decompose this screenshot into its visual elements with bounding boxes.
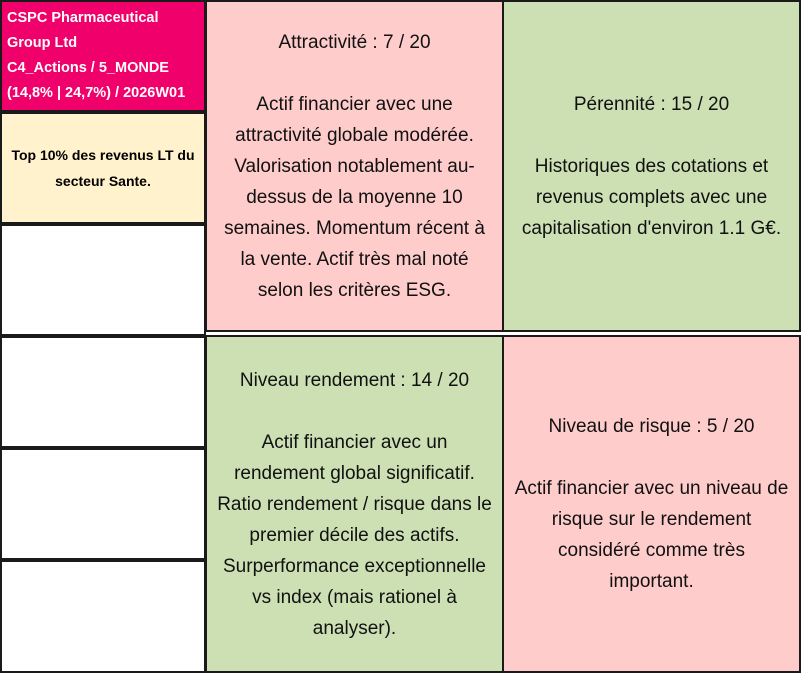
asset-name-line-1: CSPC Pharmaceutical xyxy=(7,10,159,26)
rendement-text: Actif financier avec un rendement global significatif. Ratio rendement / risque dans le premier décile des actifs. Surperformance exceptionnelle vs index (mais rationel à analyser). xyxy=(217,431,492,639)
rendement-heading: Niveau rendement : 14 / 20 xyxy=(239,369,470,391)
empty-cell xyxy=(0,336,206,448)
highlight-note-text: Top 10% des revenus LT du secteur Sante. xyxy=(11,147,195,189)
risque-text: Actif financier avec un niveau de risque sur le rendement considéré comme très important. xyxy=(514,478,789,592)
asset-performance-period: (14,8% | 24,7%) / 2026W01 xyxy=(7,85,186,101)
perennite-panel xyxy=(502,0,801,332)
perennite-text: Historiques des cotations et revenus complets avec une capitalisation d'environ 1.1 G€. xyxy=(521,155,782,239)
rendement-panel xyxy=(205,335,504,673)
empty-cell xyxy=(0,560,206,673)
empty-cell xyxy=(0,448,206,560)
perennite-heading: Pérennité : 15 / 20 xyxy=(573,93,730,115)
asset-name-line-2: Group Ltd xyxy=(7,35,78,51)
attractivite-heading: Attractivité : 7 / 20 xyxy=(278,31,431,53)
asset-title-block xyxy=(0,0,206,112)
attractivite-text: Actif financier avec une attractivité globale modérée. Valorisation notablement au-dessus de la moyenne 10 semaines. Momentum récent à la vente. Actif très mal noté selon les critères ESG. xyxy=(224,93,485,301)
asset-category: C4_Actions / 5_MONDE xyxy=(7,60,169,76)
risque-panel xyxy=(502,335,801,673)
empty-cell xyxy=(0,224,206,336)
attractivite-panel xyxy=(205,0,504,332)
risque-heading: Niveau de risque : 5 / 20 xyxy=(548,416,755,437)
highlight-note xyxy=(0,112,206,224)
